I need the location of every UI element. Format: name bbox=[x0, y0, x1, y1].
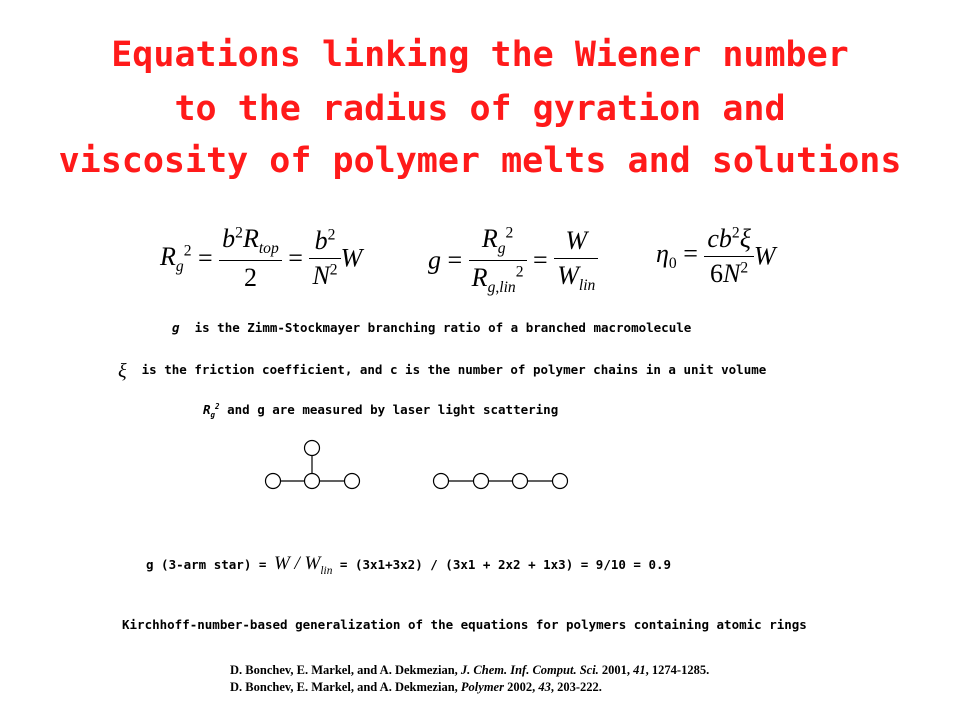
title-line-2: to the radius of gyration and bbox=[174, 89, 786, 129]
title-line-1: Equations linking the Wiener number bbox=[111, 35, 849, 75]
ref1-volume: 41 bbox=[633, 663, 646, 677]
g-definition bbox=[172, 320, 691, 335]
linear-graph bbox=[434, 474, 568, 489]
rg-squared-symbol: $R_g^2$ bbox=[203, 402, 220, 420]
example-rhs: = (3x1+3x2) / (3x1 + 2x2 + 1x3) = 9/10 = 0.9 bbox=[332, 557, 672, 572]
linear-node-4 bbox=[553, 474, 568, 489]
ref2-pages: , 203-222. bbox=[550, 680, 602, 694]
ref2-authors: D. Bonchev, E. Markel, and A. Dekmezian, bbox=[230, 680, 461, 694]
measurement-note-text: and g are measured by laser light scattering bbox=[227, 402, 559, 418]
xi-definition bbox=[118, 360, 766, 383]
ref1-journal: J. Chem. Inf. Comput. Sci. bbox=[460, 663, 599, 677]
linear-node-3 bbox=[513, 474, 528, 489]
linear-node-1 bbox=[434, 474, 449, 489]
ref1-pages: , 1274-1285. bbox=[645, 663, 710, 677]
example-lhs: g (3-arm star) = bbox=[146, 557, 274, 572]
ref2-volume: 43 bbox=[538, 680, 551, 694]
kirchhoff-note: Kirchhoff-number-based generalization of the equations for polymers containing atomic rings bbox=[122, 617, 807, 632]
equation-radius-gyration: $R_g^2$ = $\frac{b^2R_{top}}{2}$ = $\frac{b^2}{N^2}$ W bbox=[160, 224, 363, 293]
star-node-top bbox=[305, 441, 320, 456]
w-over-wlin: W / $W_{lin}$ bbox=[273, 553, 333, 577]
g-symbol: g bbox=[172, 320, 180, 335]
ref2-journal: Polymer bbox=[460, 680, 504, 694]
linear-node-2 bbox=[474, 474, 489, 489]
ref1-year: 2001, bbox=[598, 663, 634, 677]
xi-definition-text: is the friction coefficient, and c is the number of polymer chains in a unit volume bbox=[141, 362, 767, 377]
star-node-right bbox=[345, 474, 360, 489]
star-node-center bbox=[305, 474, 320, 489]
equation-branching-ratio: g = $\frac{R_g^2}{R_{g,lin}^2}$ = $\frac{W}{W_{lin}}$ bbox=[428, 224, 598, 297]
measurement-note bbox=[203, 402, 558, 420]
ref2-year: 2002, bbox=[503, 680, 539, 694]
reference-1 bbox=[230, 663, 709, 678]
reference-2 bbox=[230, 680, 602, 695]
g-definition-text: is the Zimm-Stockmayer branching ratio of a branched macromolecule bbox=[194, 320, 692, 335]
equation-viscosity: $\eta_0$ = $\frac{cb^2\xi}{6N^2}$ W bbox=[656, 224, 776, 288]
xi-symbol: ξ bbox=[118, 360, 127, 382]
star-example bbox=[146, 553, 671, 577]
title-line-3: viscosity of polymer melts and solutions bbox=[58, 141, 902, 181]
ref1-authors: D. Bonchev, E. Markel, and A. Dekmezian, bbox=[230, 663, 461, 677]
star-node-left bbox=[266, 474, 281, 489]
